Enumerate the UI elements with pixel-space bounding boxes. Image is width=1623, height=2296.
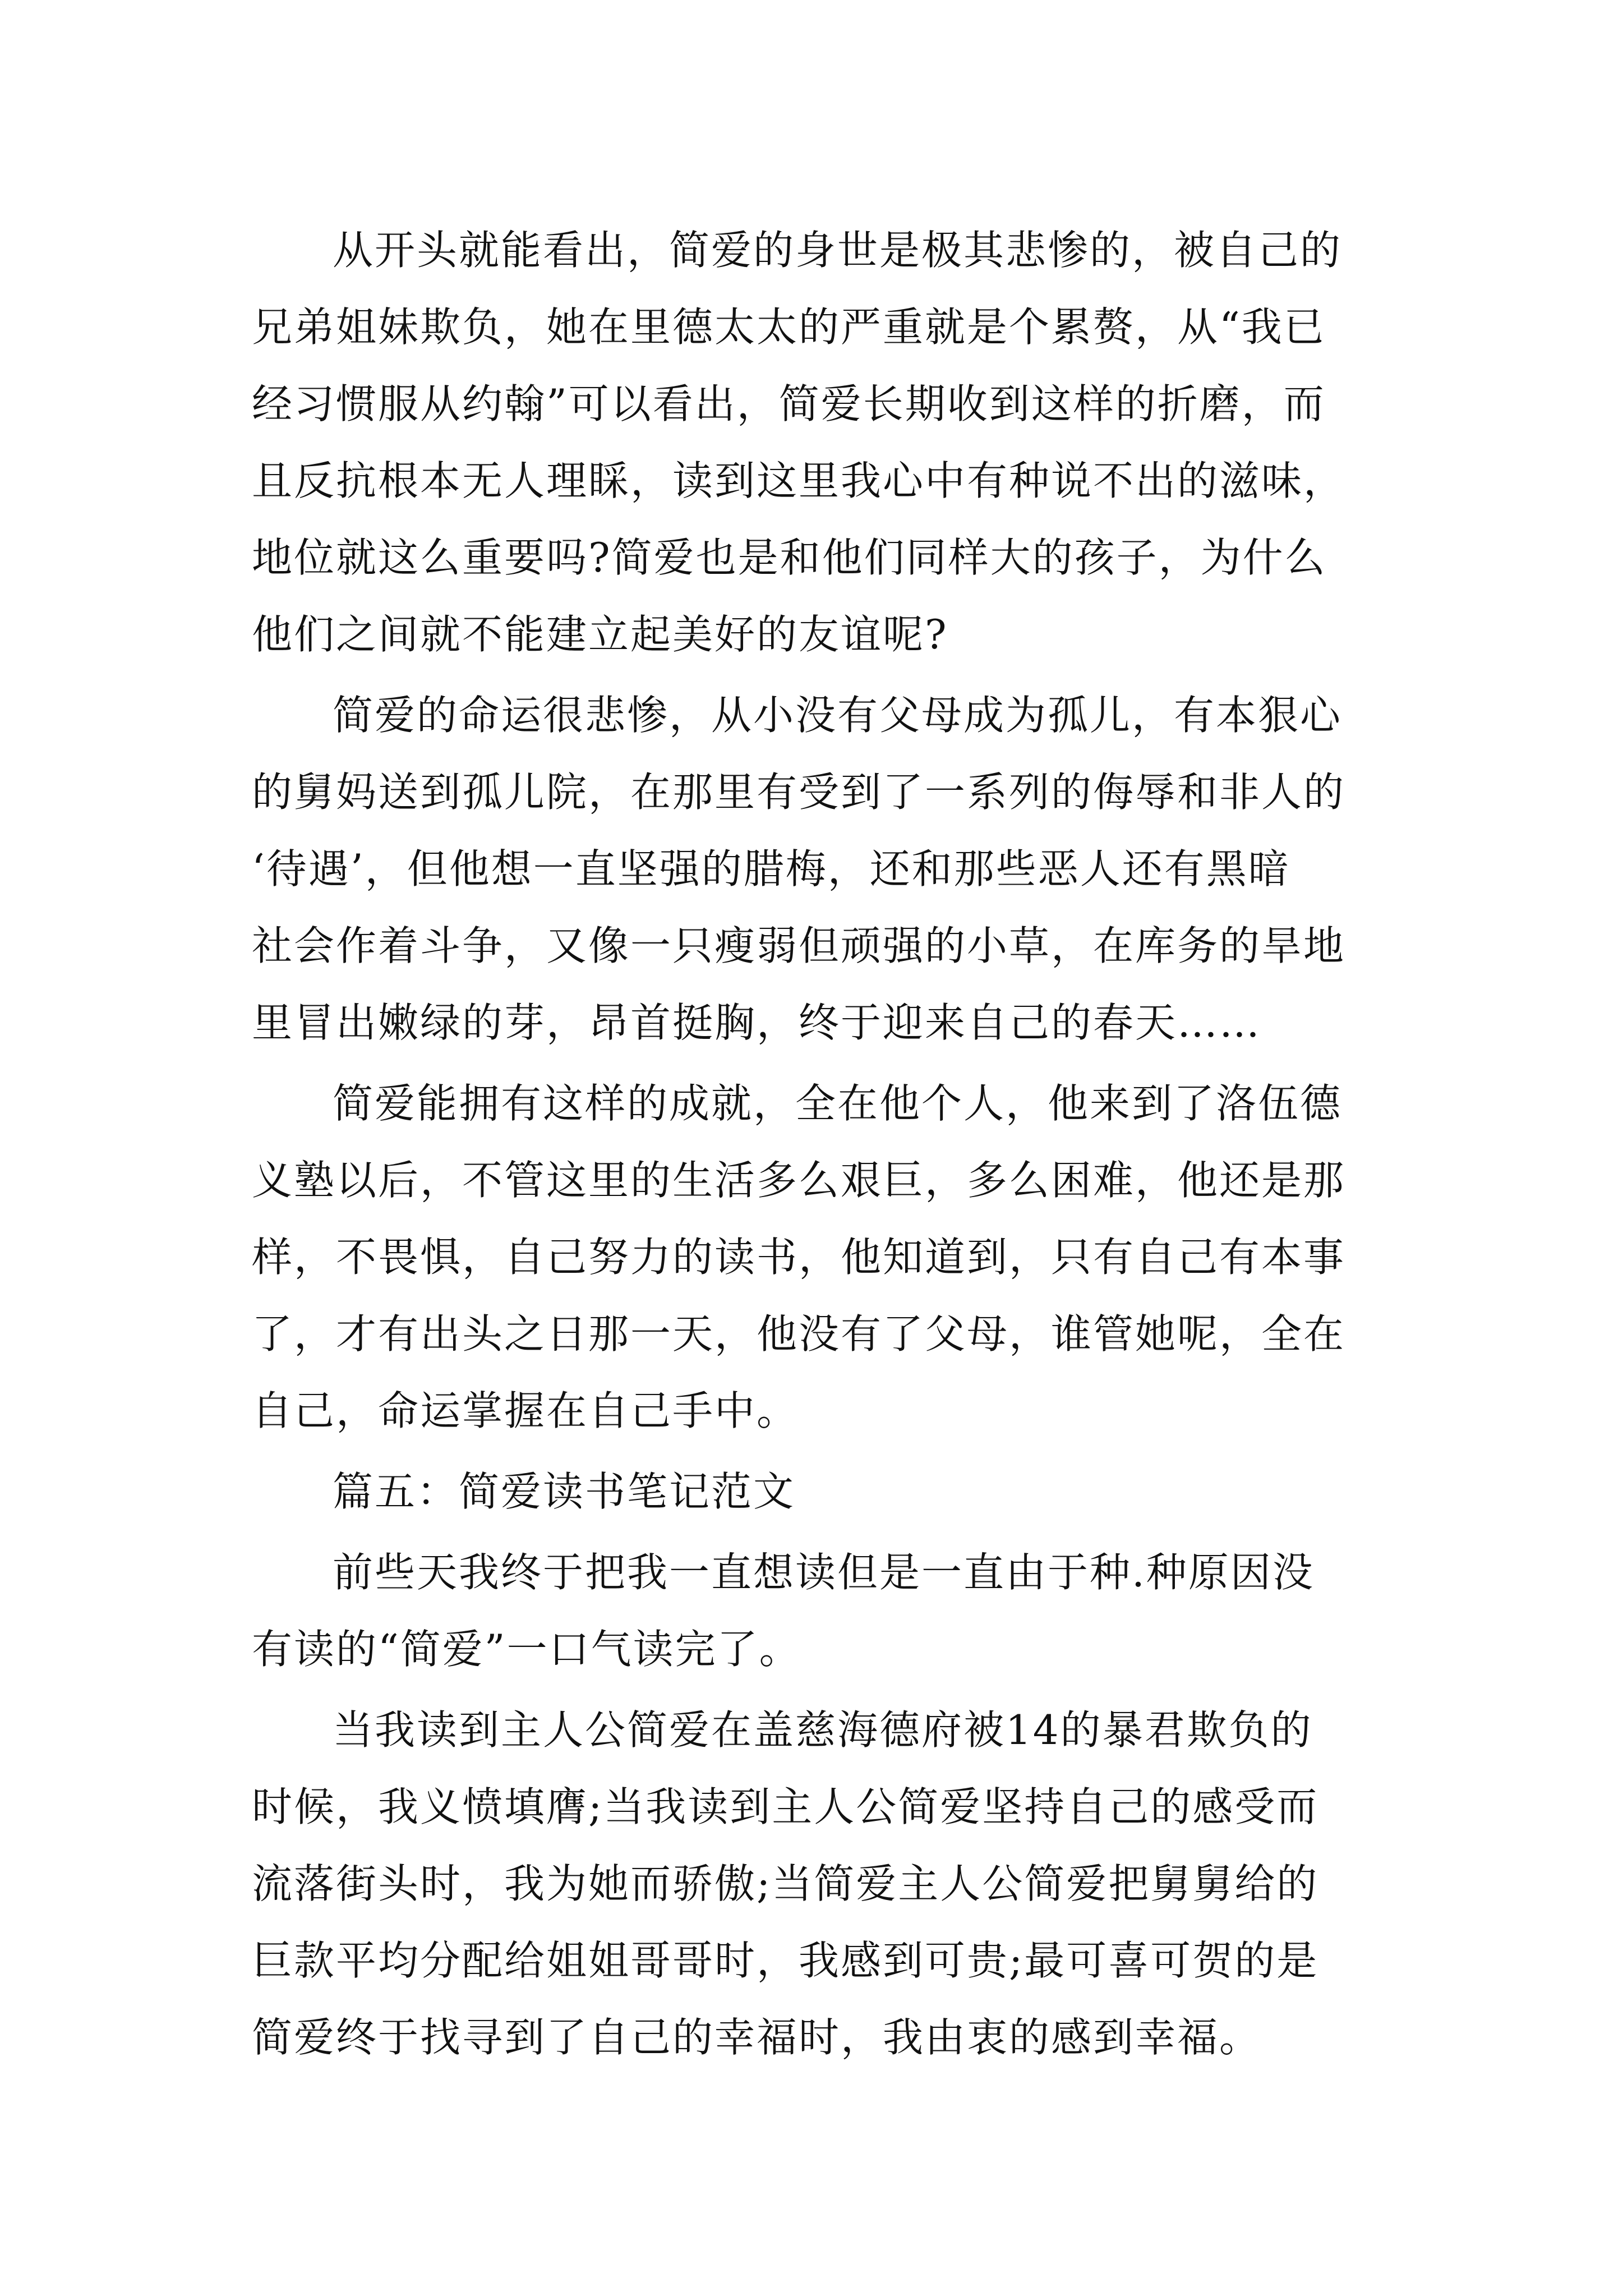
section-heading: 篇五：简爱读书笔记范文: [333, 1468, 796, 1515]
paragraph-1-line-1: 从开头就能看出，简爱的身世是极其悲惨的，被自己的: [333, 227, 1343, 274]
paragraph-1-line-5: 地位就这么重要吗?简爱也是和他们同样大的孩子，为什么: [252, 534, 1327, 581]
document-body: [252, 212, 1390, 2076]
paragraph-5: [252, 1692, 1390, 2076]
paragraph-1-line-2: 兄弟姐妹欺负，她在里德太太的严重就是个累赘，从“我已: [252, 303, 1326, 351]
paragraph-4-line-2: 有读的“简爱”一口气读完了。: [252, 1626, 801, 1673]
paragraph-3-line-3: 样，不畏惧，自己努力的读书，他知道到，只有自己有本事: [252, 1234, 1346, 1281]
paragraph-5-line-4: 巨款平均分配给姐姐哥哥时，我感到可贵;最可喜可贺的是: [252, 1937, 1319, 1984]
paragraph-1-line-3: 经习惯服从约翰”可以看出，简爱长期收到这样的折磨，而: [252, 380, 1326, 427]
paragraph-1: [252, 212, 1390, 673]
paragraph-2-line-3: ‘待遇’，但他想一直坚强的腊梅，还和那些恶人还有黑暗: [252, 845, 1290, 892]
paragraph-2: [252, 677, 1390, 1061]
paragraph-5-line-1: 当我读到主人公简爱在盖慈海德府被14的暴君欺负的: [333, 1706, 1313, 1754]
paragraph-4: [252, 1534, 1390, 1688]
paragraph-5-line-5: 简爱终于找寻到了自己的幸福时，我由衷的感到幸福。: [252, 2014, 1262, 2061]
paragraph-2-line-1: 简爱的命运很悲惨，从小没有父母成为孤儿，有本狠心: [333, 692, 1343, 739]
paragraph-4-line-1: 前些天我终于把我一直想读但是一直由于种.种原因没: [333, 1549, 1315, 1596]
paragraph-5-line-2: 时候，我义愤填膺;当我读到主人公简爱坚持自己的感受而: [252, 1783, 1319, 1830]
paragraph-2-line-4: 社会作着斗争，又像一只瘦弱但顽强的小草，在库务的旱地: [252, 922, 1346, 969]
paragraph-3-line-4: 了，才有出头之日那一天，他没有了父母，谁管她呢，全在: [252, 1310, 1346, 1358]
paragraph-2-line-5: 里冒出嫩绿的芽，昂首挺胸，终于迎来自己的春天……: [252, 999, 1262, 1046]
paragraph-1-line-4: 且反抗根本无人理睬，读到这里我心中有种说不出的滋味，: [252, 457, 1346, 504]
paragraph-3: [252, 1065, 1390, 1450]
paragraph-3-line-2: 义塾以后，不管这里的生活多么艰巨，多么困难，他还是那: [252, 1157, 1346, 1204]
paragraph-1-line-6: 他们之间就不能建立起美好的友谊呢?: [252, 611, 948, 658]
paragraph-5-line-3: 流落街头时，我为她而骄傲;当简爱主人公简爱把舅舅给的: [252, 1860, 1319, 1907]
paragraph-3-line-5: 自己，命运掌握在自己手中。: [252, 1387, 799, 1434]
paragraph-3-line-1: 简爱能拥有这样的成就，全在他个人，他来到了洛伍德: [333, 1080, 1343, 1127]
paragraph-2-line-2: 的舅妈送到孤儿院，在那里有受到了一系列的侮辱和非人的: [252, 769, 1346, 816]
